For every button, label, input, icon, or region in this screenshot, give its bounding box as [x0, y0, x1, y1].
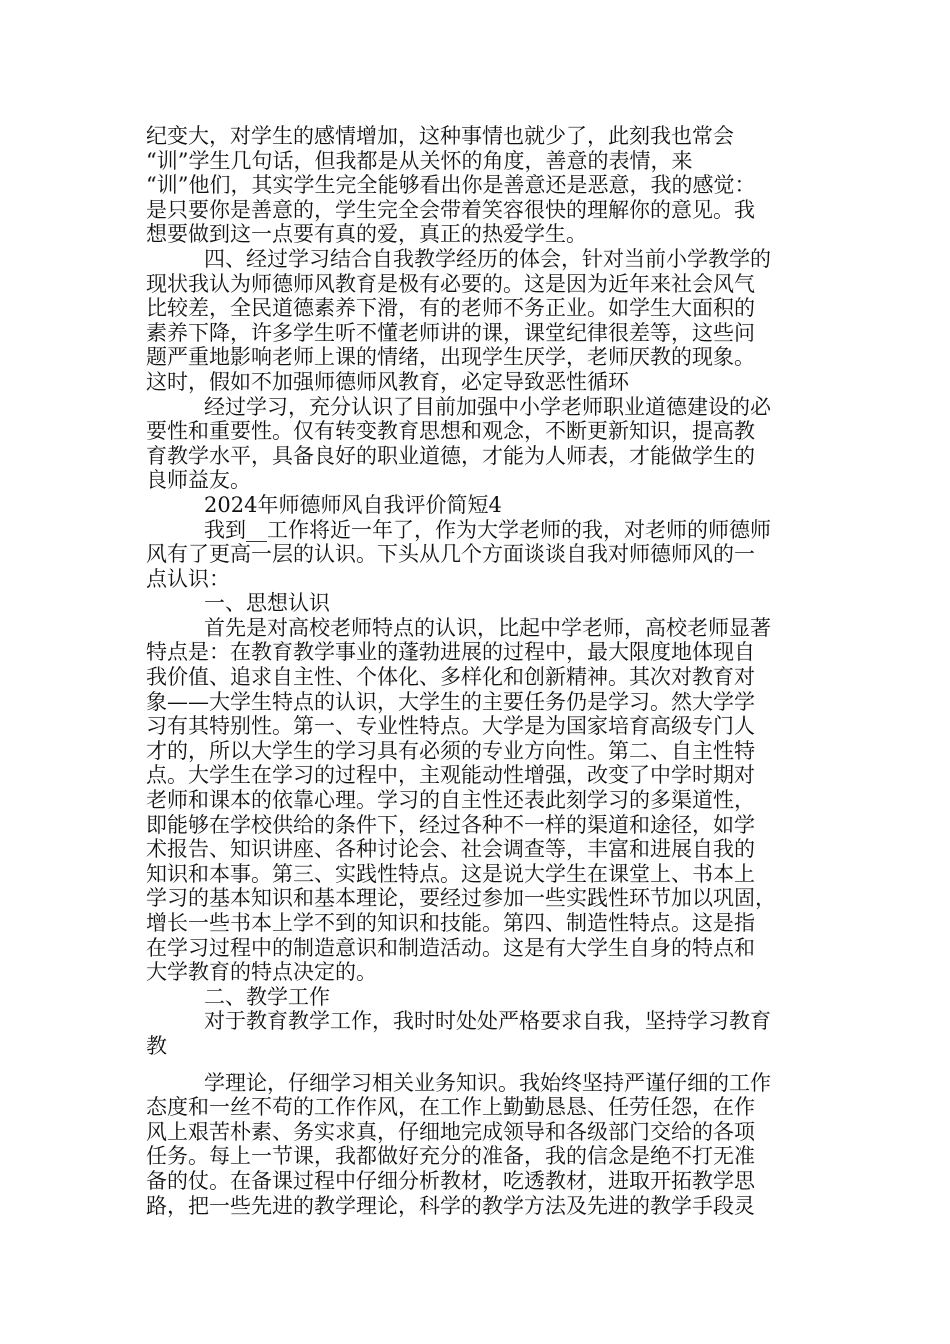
text-line: “训”他们，其实学生完全能够看出你是善意还是恶意，我的感觉：: [146, 173, 756, 198]
text-line: 纪变大，对学生的感情增加，这种事情也就少了，此刻我也常会: [146, 124, 734, 148]
text-line: 在学习过程中的制造意识和制造活动。这是有大学生自身的特点和: [146, 935, 755, 960]
text-line: 题严重地影响老师上课的情绪，出现学生厌学，老师厌教的现象。: [146, 345, 755, 370]
text-line: 点。大学生在学习的过程中，主观能动性增强，改变了中学时期对: [146, 763, 755, 788]
text-line: 要性和重要性。仅有转变教育思想和观念，不断更新知识，提高教: [146, 419, 755, 444]
text-line: 素养下降，许多学生听不懂老师讲的课，课堂纪律很差等，这些问: [146, 320, 755, 345]
text-line: 习有其特别性。第一、专业性特点。大学是为国家培育高级专门人: [146, 714, 755, 739]
text-line: 任务。每上一节课，我都做好充分的准备，我的信念是绝不打无准: [146, 1144, 755, 1169]
text-line: 学习的基本知识和基本理论，要经过参加一些实践性环节加以巩固，: [146, 886, 776, 911]
text-line: 特点是：在教育教学事业的蓬勃进展的过程中，最大限度地体现自: [146, 640, 755, 665]
text-line: 象——大学生特点的认识，大学生的主要任务仍是学习。然大学学: [146, 689, 755, 714]
text-line: 增长一些书本上学不到的知识和技能。第四、制造性特点。这是指: [146, 911, 755, 935]
text-line: 我价值、追求自主性、个体化、多样化和创新精神。其次对教育对: [146, 665, 755, 690]
text-line: 比较差，全民道德素养下滑，有的老师不务正业。如学生大面积的: [146, 296, 755, 321]
text-line: 大学教育的特点决定的。: [146, 960, 377, 985]
text-line: 现状我认为师德师风教育是极有必要的。这是因为近年来社会风气: [146, 271, 755, 296]
text-line: 风上艰苦朴素、务实求真，仔细地完成领导和各级部门交给的各项: [146, 1119, 755, 1144]
document-body: [146, 124, 826, 1218]
text-line: 首先是对高校老师特点的认识，比起中学老师，高校老师显著: [204, 615, 771, 640]
text-line: “训”学生几句话，但我都是从关怀的角度，善意的表情，来: [146, 148, 693, 173]
text-line: 良师益友。: [146, 468, 251, 493]
text-line: 才的，所以大学生的学习具有必须的专业方向性。第二、自主性特: [146, 738, 755, 763]
text-line: 风有了更高一层的认识。下头从几个方面谈谈自我对师德师风的一: [146, 542, 755, 567]
text-line: 态度和一丝不苟的工作作风，在工作上勤勤恳恳、任劳任怨，在作: [146, 1095, 755, 1120]
text-line: 四、经过学习结合自我教学经历的体会，针对当前小学教学的: [204, 246, 771, 271]
text-line: 备的仗。在备课过程中仔细分析教材，吃透教材，进取开拓教学思: [146, 1168, 755, 1193]
text-line: 育教学水平，具备良好的职业道德，才能为人师表，才能做学生的: [146, 443, 755, 468]
text-line: 点认识：: [146, 566, 230, 591]
text-line: 经过学习，充分认识了目前加强中小学老师职业道德建设的必: [204, 394, 771, 419]
text-line: 2024年师德师风自我评价简短4: [204, 492, 502, 517]
text-line: 想要做到这一点要有真的爱，真正的热爱学生。: [146, 222, 587, 247]
paragraph-gap: [146, 1059, 826, 1071]
text-line: 知识和本事。第三、实践性特点。这是说大学生在课堂上、书本上: [146, 861, 755, 886]
text-line: 老师和课本的依靠心理。学习的自主性还表此刻学习的多渠道性，: [146, 788, 755, 813]
text-line: 路，把一些先进的教学理论，科学的教学方法及先进的教学手段灵: [146, 1193, 755, 1218]
text-line: 一、思想认识: [204, 591, 330, 616]
text-line: 术报告、知识讲座、各种讨论会、社会调查等，丰富和进展自我的: [146, 837, 755, 862]
text-line: 是只要你是善意的，学生完全会带着笑容很快的理解你的意见。我: [146, 197, 755, 222]
text-line: 二、教学工作: [204, 984, 330, 1009]
text-line: 这时，假如不加强师德师风教育，必定导致恶性循环: [146, 369, 629, 394]
text-line: 学理论，仔细学习相关业务知识。我始终坚持严谨仔细的工作: [204, 1070, 771, 1095]
text-line: 对于教育教学工作，我时时处处严格要求自我，坚持学习教育: [204, 1009, 771, 1034]
text-line: 即能够在学校供给的条件下，经过各种不一样的渠道和途径，如学: [146, 812, 755, 837]
text-line: 我到__工作将近一年了，作为大学老师的我，对老师的师德师: [204, 517, 771, 542]
text-line: 教: [146, 1033, 167, 1058]
